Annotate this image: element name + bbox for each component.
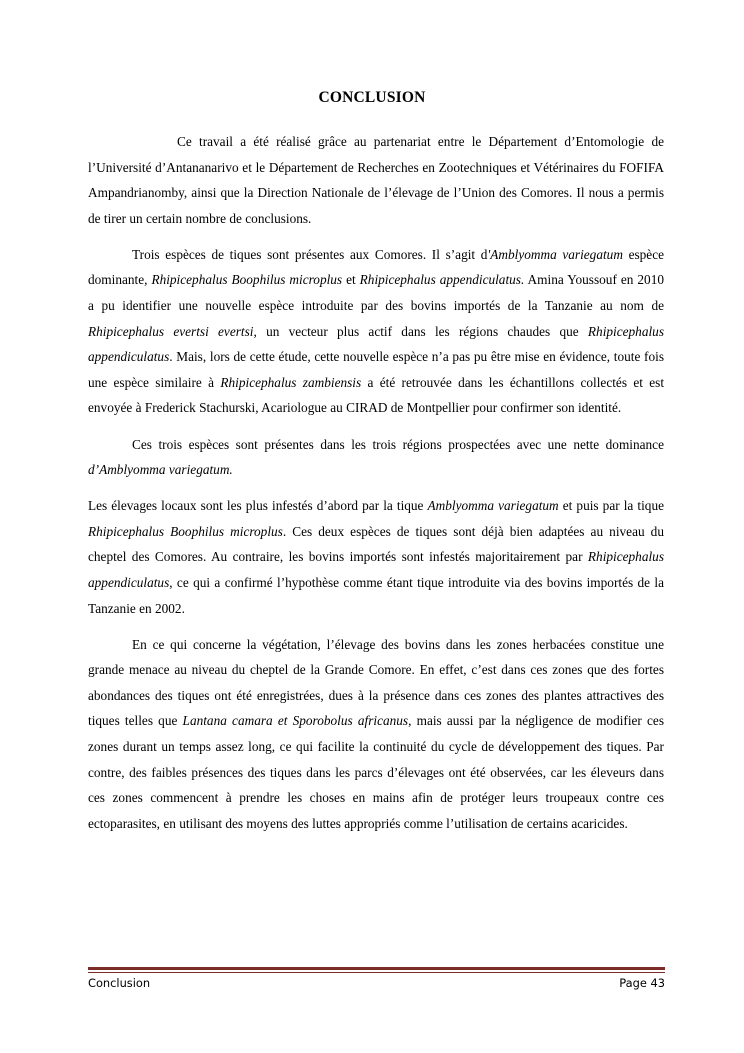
text-run: . Mais, lors de cette étude, cette nouvelle espèce n’a pas pu être mise en évidence, toute fois une espèce similaire à	[88, 349, 664, 390]
paragraph-4	[88, 493, 664, 621]
text-run: , ce qui a confirmé l’hypothèse comme étant tique introduite via des bovins importés de la Tanzanie en 2002.	[88, 575, 664, 616]
species-name: Amblyomma variegatum	[427, 498, 559, 514]
species-name: Lantana camara et Sporobolus africanus	[182, 713, 409, 729]
paragraph-5	[88, 632, 664, 837]
footer-rule-thin	[88, 972, 665, 973]
text-run: espèce dominante	[88, 246, 665, 288]
text-run: Trois espèces de tiques sont présentes aux Comores. Il s’agit d	[132, 246, 488, 262]
paragraph-1: Ce travail a été réalisé grâce au partenariat entre le Département d’Entomologie de l’Université d’Antananarivo et le Département de Recherches en Zootechniques et Vétérinaires du FOFIFA Ampandrianomby, ainsi que la Direction Nationale de l’élevage de l’Union des Comores. Il nous a permis de tirer un certain nombre de conclusions.	[88, 134, 664, 226]
species-name: d’Amblyomma variegatum.	[88, 462, 233, 478]
text-run: Les élevages locaux sont les plus infestés d’abord par la tique	[88, 498, 428, 514]
species-name: Rhipicephalus appendiculatus	[88, 549, 664, 590]
footer-section-label: Conclusion	[88, 976, 151, 990]
page-footer	[88, 976, 665, 992]
text-run: , mais aussi par la négligence de modifier ces zones durant un temps assez long, ce qui facilite la continuité du cycle de développement des tiques. Par contre, des faibles présences des tiques dans les parcs d’élevages ont été observées, car les éleveurs dans ces zones commencent à prendre les choses en mains afin de protéger leurs troupeaux contre ces ectoparasites, en utilisant des moyens des luttes appropriés comme l’utilisation de certains acaricides.	[88, 713, 665, 831]
species-name: Rhipicephalus zambiensis	[220, 374, 362, 390]
species-name: Rhipicephalus appendiculatus	[88, 323, 664, 365]
text-run: , un vecteur plus actif dans les régions chaudes que	[253, 323, 588, 339]
text-run: et	[342, 272, 360, 288]
text-run: Amina Youssouf en 2010 a pu identifier une nouvelle espèce introduite par des bovins importés de la Tanzanie au nom de	[88, 272, 664, 314]
species-name: 'Amblyomma variegatum	[487, 246, 623, 262]
species-name: Rhipicephalus appendiculatus.	[359, 272, 525, 288]
text-run: et puis par la tique	[558, 498, 665, 514]
species-name: Rhipicephalus Boophilus microplus	[88, 523, 283, 539]
text-run: En ce qui concerne la végétation, l’élevage des bovins dans les zones herbacées constitue une grande menace au niveau du cheptel de la Grande Comore. En effet, c’est dans ces zones que des fortes abondances des tiques ont été enregistrées, dues à la présence dans ces zones des plantes attractives des tiques telles que	[88, 636, 664, 729]
paragraph-3	[88, 432, 664, 483]
page-title: CONCLUSION	[318, 89, 426, 106]
species-name: Rhipicephalus evertsi evertsi	[88, 323, 254, 339]
body-text	[88, 129, 664, 847]
footer-rule-thick	[88, 967, 665, 970]
footer-page-number: Page 43	[619, 976, 665, 990]
text-run: Ces trois espèces sont présentes dans les trois régions prospectées avec une nette dominance	[132, 436, 664, 452]
paragraph-2	[88, 242, 664, 421]
species-name: , Rhipicephalus Boophilus microplus	[144, 272, 343, 288]
text-run: a été retrouvée dans les échantillons collectés et est envoyée à Frederick Stachurski, Acariologue au CIRAD de Montpellier pour confirmer son identité.	[88, 374, 665, 416]
text-run: . Ces deux espèces de tiques sont déjà bien adaptées au niveau du cheptel des Comores. Au contraire, les bovins importés sont infestés majoritairement par	[88, 523, 664, 565]
